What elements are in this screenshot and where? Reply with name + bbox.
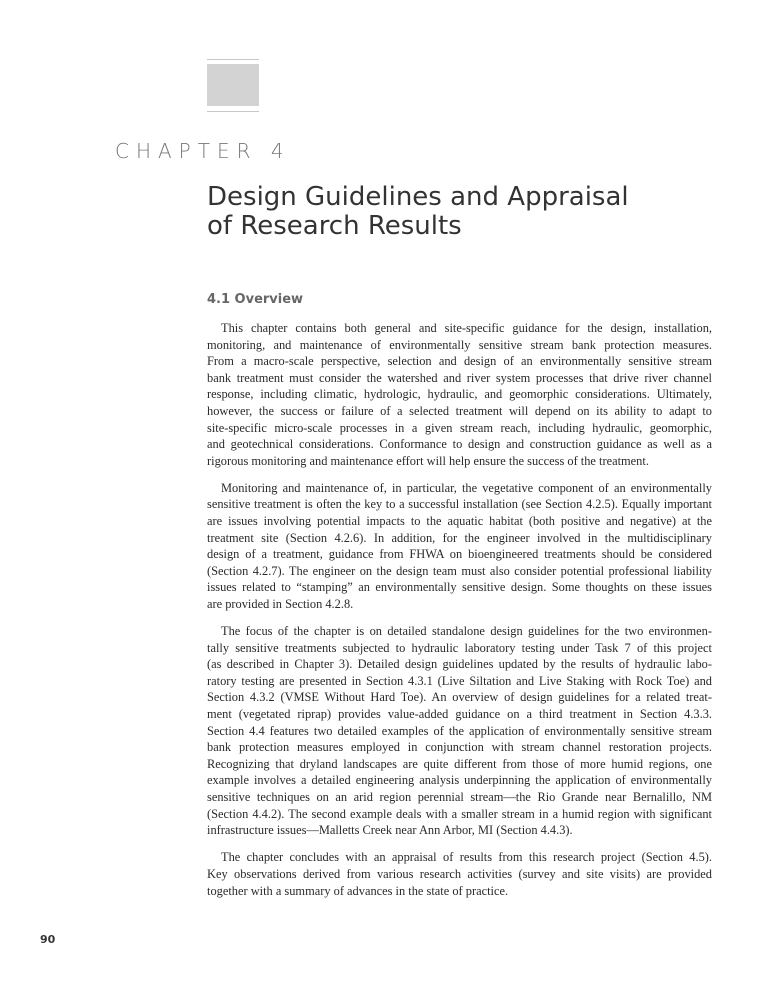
paragraph-line: monitoring, and maintenance of environmentally sensitive stream bank protection measures. [207, 337, 712, 352]
paragraph-line: Recognizing that dryland landscapes are quite different from those of more humid regions, one [207, 756, 712, 771]
paragraph-line: Section 4.4 features two detailed examples of the application of environmentally sensitive stream [207, 723, 712, 738]
paragraph-line: From a macro-scale perspective, selection and design of an environmentally sensitive stream [207, 354, 712, 369]
paragraph-line: rigorous monitoring and maintenance effort will help ensure the success of the treatment. [207, 453, 649, 468]
chapter-title [207, 183, 629, 241]
paragraph-line: The focus of the chapter is on detailed standalone design guidelines for the two environmen- [221, 624, 712, 639]
paragraph-line: bank protection measures employed in conjunction with stream channel restoration projects. [207, 740, 712, 755]
page-number: 90 [40, 933, 56, 946]
paragraph [207, 320, 712, 469]
paragraph-line: (Section 4.2.7). The engineer on the design team must also consider potential professional liability [207, 563, 712, 578]
chapter-rule-bottom [207, 111, 259, 112]
paragraph-line: ment (vegetated riprap) provides value-added guidance on a third treatment in Section 4.3.3. [207, 707, 712, 722]
paragraph-line: however, the success or failure of a selected treatment will depend on its ability to adapt to [207, 403, 712, 418]
section-heading: 4.1 Overview [207, 292, 304, 307]
paragraph-line: Section 4.3.2 (VMSE Without Hard Toe). An overview of design guidelines for a related treat- [207, 690, 712, 705]
paragraph-line: sensitive treatment is often the key to a successful installation (see Section 4.2.5). Equally important [207, 497, 712, 512]
chapter-decoration-box [207, 64, 259, 106]
paragraph-line: and geotechnical considerations. Conformance to design and construction guidance as well as a [207, 437, 712, 452]
paragraph-line: The chapter concludes with an appraisal of results from this research project (Section 4.5). [221, 850, 712, 865]
paragraph-line: This chapter contains both general and site-specific guidance for the design, installation, [221, 321, 712, 335]
paragraph-line: response, including climatic, hydrologic, hydraulic, and geomorphic considerations. Ultimately, [207, 387, 712, 402]
paragraph-line: Monitoring and maintenance of, in particular, the vegetative component of an environmentally [221, 480, 712, 495]
chapter-title-line: of Research Results [207, 211, 462, 241]
paragraph-line: sensitive techniques on an arid region perennial stream—the Rio Grande near Bernalillo, NM [207, 790, 712, 805]
chapter-label: CHAPTER 4 [115, 139, 291, 163]
paragraph-line: infrastructure issues—Malletts Creek near Ann Arbor, MI (Section 4.4.3). [207, 823, 573, 838]
paragraph-line: issues related to “stamping” an environmentally sensitive design. Some thoughts on these issues [207, 580, 712, 595]
paragraph [207, 623, 712, 839]
paragraph-line: ratory testing are presented in Section 4.3.1 (Live Siltation and Live Staking with Rock Toe) and [207, 673, 712, 688]
paragraph-line: treatment site (Section 4.2.6). In addition, for the engineer involved in the multidisciplinary [207, 530, 712, 545]
paragraph-line: are issues involving potential impacts to the aquatic habitat (both positive and negative) at the [207, 514, 712, 529]
paragraph-line: bank treatment must consider the watershed and river system processes that drive river channel [207, 370, 712, 385]
paragraph-line: together with a summary of advances in the state of practice. [207, 883, 509, 898]
chapter-rule-top [207, 59, 259, 60]
paragraph [207, 480, 712, 613]
chapter-title-line: Design Guidelines and Appraisal [207, 182, 629, 212]
paragraph-line: design of a treatment, guidance from FHWA on bioengineered treatments should be considered [207, 547, 712, 562]
paragraph-line: (as described in Chapter 3). Detailed design guidelines updated by the results of hydraulic labo- [207, 657, 712, 672]
paragraph-line: site-specific micro-scale processes in a given stream reach, including hydraulic, geomorphic, [207, 420, 712, 435]
paragraph-line: Key observations derived from various research activities (survey and site visits) are provided [207, 866, 712, 881]
paragraph-line: example involves a detailed engineering analysis underpinning the application of environmentally [207, 773, 712, 788]
paragraph [207, 849, 712, 899]
body-text [207, 320, 712, 910]
paragraph-line: (Section 4.4.2). The second example deals with a smaller stream in a humid region with significant [207, 806, 712, 821]
paragraph-line: tally sensitive treatments subjected to hydraulic laboratory testing under Task 7 of this project [207, 640, 712, 655]
paragraph-line: are provided in Section 4.2.8. [207, 597, 354, 611]
